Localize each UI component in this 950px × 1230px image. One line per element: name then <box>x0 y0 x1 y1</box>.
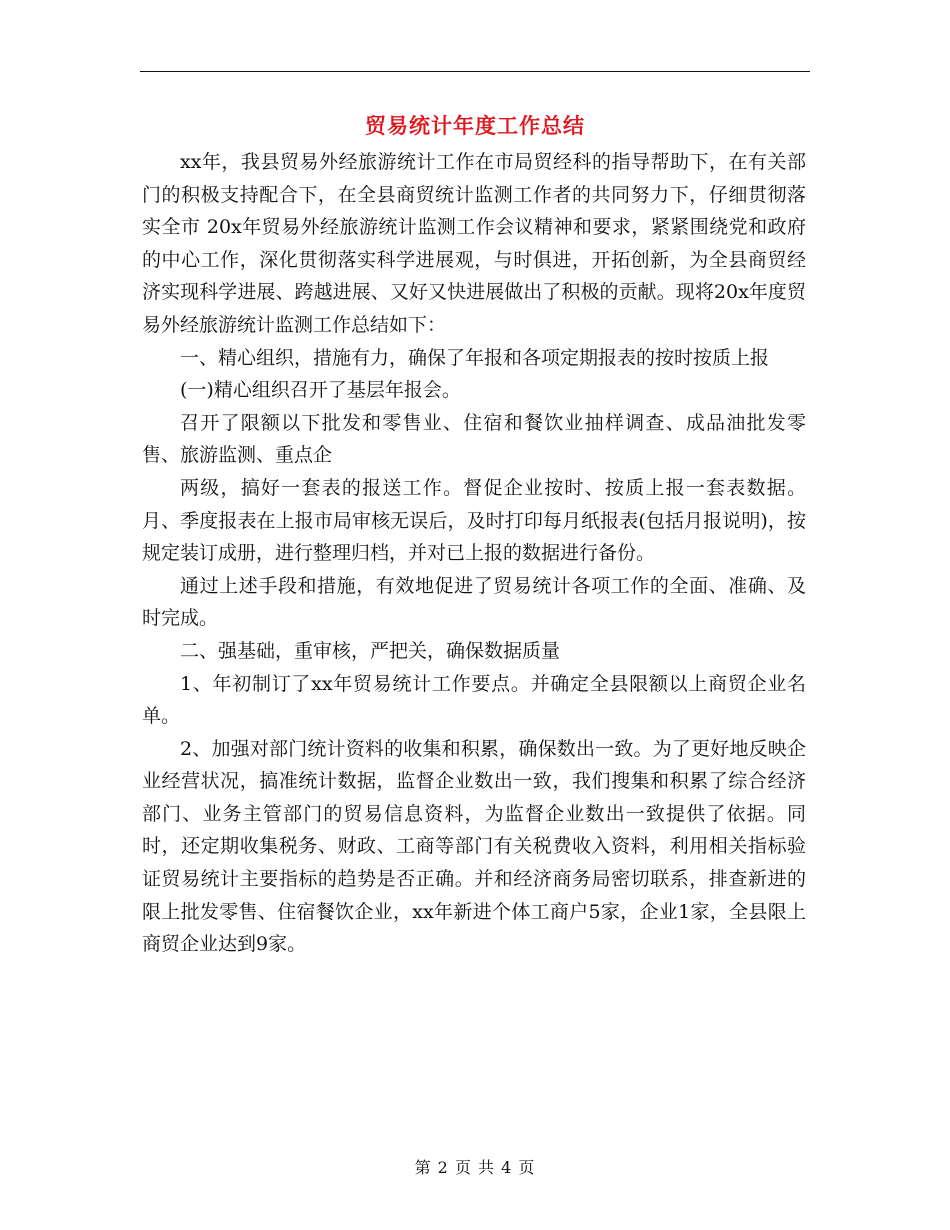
subsection-heading-1-1: (一)精心组织召开了基层年报会。 <box>180 379 461 402</box>
document-body <box>142 146 806 961</box>
header-rule <box>140 71 810 72</box>
list-item-2: 2、加强对部门统计资料的收集和积累，确保数出一致。为了更好地反映企业经营状况，搞准统计数据，监督企业数出一致，我们搜集和积累了综合经济部门、业务主管部门的贸易信息资料，为监督企业数出一致提供了依据。同时，还定期收集税务、财政、工商等部门有关税费收入资料，利用相关指标验证贸易统计主要指标的趋势是否正确。并和经济商务局密切联系，排查新进的限上批发零售、住宿餐饮企业，xx年新进个体工商户5家，企业1家，全县限上商贸企业达到9家。 <box>142 737 806 956</box>
list-item-1: 1、年初制订了xx年贸易统计工作要点。并确定全县限额以上商贸企业名单。 <box>142 672 806 728</box>
document-title: 贸易统计年度工作总结 <box>365 113 585 138</box>
section-heading-2: 二、强基础，重审核，严把关，确保数据质量 <box>180 639 561 662</box>
paragraph: 两级，搞好一套表的报送工作。督促企业按时、按质上报一套表数据。月、季度报表在上报市局审核无误后，及时打印每月纸报表(包括月报说明)，按规定装订成册，进行整理归档，并对已上报的数据进行备份。 <box>142 476 806 565</box>
paragraph: 通过上述手段和措施，有效地促进了贸易统计各项工作的全面、准确、及时完成。 <box>142 574 806 630</box>
section-heading-1: 一、精心组织，措施有力，确保了年报和各项定期报表的按时按质上报 <box>180 346 770 369</box>
paragraph: 召开了限额以下批发和零售业、住宿和餐饮业抽样调查、成品油批发零售、旅游监测、重点企 <box>142 411 806 467</box>
page-number: 第 2 页 共 4 页 <box>414 1158 536 1177</box>
paragraph-intro: xx年，我县贸易外经旅游统计工作在市局贸经科的指导帮助下，在有关部门的积极支持配合下，在全县商贸统计监测工作者的共同努力下，仔细贯彻落实全市 20x年贸易外经旅游统计监测工作会议精神和要求，紧紧围绕党和政府的中心工作，深化贯彻落实科学进展观，与时俱进，开拓创新，为全县商贸经济实现科学进展、跨越进展、又好又快进展做出了积极的贡献。现将20x年度贸易外经旅游统计监测工作总结如下： <box>142 151 806 336</box>
